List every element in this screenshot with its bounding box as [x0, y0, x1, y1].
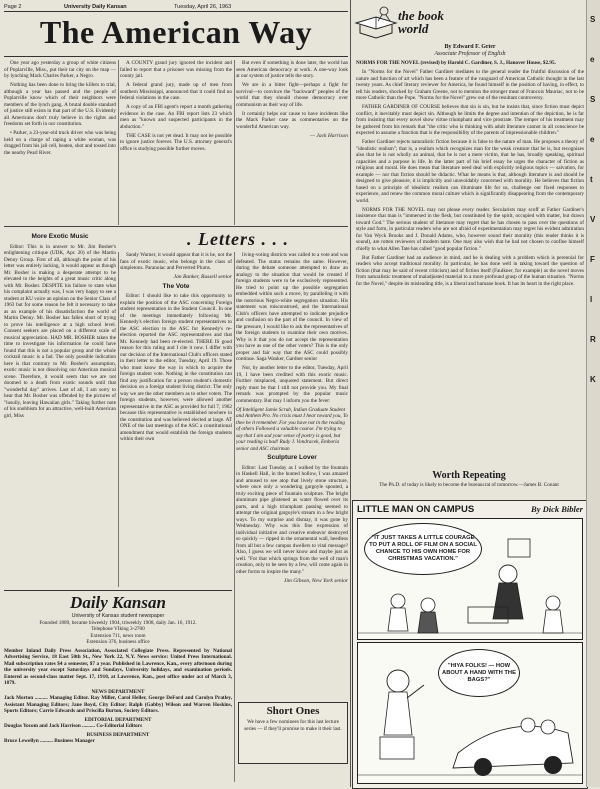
speech-balloon: "IT JUST TAKES A LITTLE COURAGE TO PUT A ROLL OF FILM ON A SOCIAL CHANCE TO HIS OWN HOME FOR CHRISTMAS VACATION." [364, 523, 482, 575]
masthead-line [4, 4, 348, 12]
book-world-title: the book world [398, 8, 444, 36]
kansan-member-info: Member Inland Daily Press Association, Associated Collegiate Press. Represented by National Advertising Service, 18 East 50th St., New York 22, N.Y. News service: United Press International. Mail subscription rates $4 a semester, $7 a year. Published in Lawrence, Kan., every afternoon during the university year except Saturdays and Sundays, University holidays, and examination periods. Entered as second-class matter Sept. 17, 1910, at Lawrence, Kan., post office under act of March 3, 1879. [4, 647, 232, 686]
letter-headline-exotic-music: More Exotic Music [31, 233, 89, 240]
editorial-paragraph: But even if something is done later, the world has seen American democracy at work. A one-way look at our system of justice tells the story. [236, 60, 348, 79]
page-number: Page 2 [4, 4, 22, 10]
editorial-paragraph: One year ago yesterday a group of white citizens of Poplarville, Miss., put their tar city on the map — by lynching Mack Charles Parker, a Negro. [4, 60, 116, 79]
book-review [356, 44, 584, 469]
letter-body-aside: Nor, by another letter to the editor, Tuesday, April 19, I have been credited with this exotic music. Further misplaced, unquoted statement. But direct reply must be that I still not provide you. My final remark was prompted by the popular music commentary. But may I inform you the fever: [236, 365, 348, 404]
kansan-telephone: Telephone VIking 3-2700 [91, 626, 145, 632]
column-rule [118, 252, 119, 587]
adjacent-page-fragment: Se Se t V F l R K [590, 15, 596, 384]
kansan-extension-business: Extension 376, business office [86, 639, 150, 645]
column-rule [234, 252, 235, 782]
kansan-extension: Extension 711, news room [90, 632, 146, 639]
short-ones-box [238, 702, 348, 764]
editorial-paragraph: We are in a bitter fight—perhaps a fight for survival—to convince the "backward" peoples of the world that they should choose democracy over communism as their way of life. [236, 82, 348, 108]
letter-poem: Of Intelligent Jamie Scrub, Indian Graduate Student and Anthem Pro. No crisis must I hear toward you, To thee be it remember. For you have not in the reading of others Followed a valuable course. I'm trying to say that I am sad your sense of poetry is good, but your reading is bad! Rudy J. Vondracek, Emboria senior and ASC chairman [236, 406, 348, 452]
letter-signature: Jim Gibson, New York senior [283, 577, 348, 584]
section-divider [350, 0, 351, 787]
editorial-paragraph: THE CASE is not yet dead. It may not be possible to ignore justice forever. The U.S. attorney general's office is studying possible further moves. [120, 132, 232, 152]
letters-column-1 [4, 232, 116, 572]
divider [4, 226, 348, 227]
review-book-line: NORMS FOR THE NOVEL (revised) by Harold C. Gardiner, S. J., Hanover House, $2.95. [356, 60, 556, 66]
kansan-nameplate: Daily Kansan [70, 593, 166, 612]
worth-repeating-quote: The Ph.D. of today is likely to become the bureaucrat of tomorrow.—James B. Conant [379, 482, 559, 488]
editorial-signature: — Jack Harrison [310, 132, 348, 139]
editorial-paragraph: • Parker, a 23-year-old truck driver who was being held on a charge of raping a white woman, was dragged from his jail cell, beaten, shot and tossed into the nearby Pearl River. [4, 130, 116, 156]
review-paragraph: In "Norms for the Novel" Father Gardiner mediates to the general reader the fruitful discussion of the nature and function of art which has been a feature of the vanguard of American Catholic thought in the last twenty years. As chief literary reviewer for America, he found himself in the position of having, in effect, to tell his readers, shocked by Graham Greene, not to mention the stronger meat of Francois Mauriac, not to be more Catholic than the Pope. "Norms for the Novel" grew out of the resultant controversy. [356, 69, 584, 101]
letter-body-living-districts: living-voting districts was called to a vote and was defeated. The status remains the same. However, during the debate someone attempted to draw an analogy to the situation that would be created if foreign students were to be exclusively represented. He tried to point up the possible segregation embedded within such a move, by paralleling it with the notorious Negro-white segregation situation. His statement was misconstrued, and the International Club's officers have attempted to indicate prejudice and confusion on the part of the council. In view of the pressure, I would like to ask the representatives of the foreign students to examine their own motives. Why is it that you do not accept the representation you have as one of the other voters? This is the only proper and fair way that the ASC could possibly continue. Saga Wanker, Gardner senior [236, 252, 348, 362]
kansan-editorial-dept: EDITORIAL DEPARTMENT [84, 716, 152, 723]
letter-body-sculpture: Editor: Last Tuesday as I walked by the fountain in Haskell Hall, in the hunted hollow, I was amazed and amused to see atop that lively stone structure, where once only a wondering gargoyle spouted, a truly exciting piece of fountain sculpture. The bright aluminum pipe glistened as water flowed over its parts, and a high triumphant passing seemed to attempt the original gargoyle's stream in a few bright ways. To my surprise and dismay, it was gone by Wednesday. Why was this fine expression of individual initiative and creative endeavor destroyed so quickly — ripped in the ornamental wall, heedless from all but a few campus dwellers to vital message? Also, I guess we will never know and maybe just as well. "For that which springs from the well of man's creation, only to be seen by a few, will come again in other forms to inspire the many." [236, 464, 348, 575]
kansan-news-dept: NEWS DEPARTMENT [91, 688, 145, 695]
editorial-column-1 [4, 60, 116, 225]
editorial-title: The American Way [4, 14, 348, 57]
short-ones-heading: Short Ones [266, 705, 320, 717]
editorial-paragraph: Nothing has been done to bring the killers to trial, although a year has passed and the people of Poplarville know which of their neighbors were members of the lynch gang. A brutal double standard of justice still exists in that part of the U.S. Evidently all Americans don't truly believe in the rights and freedoms set forth in our constitution. [4, 82, 116, 127]
review-paragraph: But Father Gardiner had an audience in mind, and he is dealing with a problem which is perennial for readers who accept traditional morality. In particular, he has done well in taking toward the question of fiction (that may be said of recent criticism) and of fiction itself (Faulkner, for example) as the novel moves from naturalistic treatment of maladjusted material to a more profound grasp of the human situation. "Norms for the Novel," despite its misleading title, is a liberal and humane book. It has its heart in the right place. [356, 254, 584, 287]
column-rule [234, 60, 235, 225]
review-paragraph: FATHER GARDINER OF COURSE believes that sin is sin, but he insists that, since fiction must depict conflict, it inevitably must depict sin. Although he limits the degree and intention of the depiction, he is far from insisting that every novel show virtue triumphant and vice prostrate. The temper of his treatment may be gathered from his remark that "the critic who is thinking with adult literature cannot in all conscience be expected to assume a function that is the responsibility of the parents of impressionable children." [356, 104, 584, 136]
cartoon-drawing-car [358, 643, 582, 783]
kansan-masthead-box [4, 590, 232, 786]
letter-headline-sculpture: Sculpture Lover [267, 454, 317, 461]
cartoon-panel-1 [357, 518, 583, 640]
letter-body-vote: Editor: I should like to take this opportunity to explain the position of the ASC concerning Foreign student representation in the Student Council. In one of the meetings immediately following Mr. Kennedy's election foreign student representatives to the ASC election to the ASC for Kennedy's re-election reported the ASC representatives and that Mr. Kennedy had been re-elected. THERE IS good reason for this ruling and I cite it now. I differ with our decision of the International Club's officers stated in their letter to the editor, Tuesday, April 19. Those who must know the way in which to acquire the foreign student vote. Nothing in the constitution can find any justification for a person student's domestic decision on a foreign student living district. The only way we are the other members as to other voters. The foreign students, however, were allowed another representative in the ASC as provided for full 7, 1962 because this representative is established nowhere in the constitution and was believed elected at large. AT ONE of the last meetings of the ASC a constitutional amendment that would establish the foreign students within their own [120, 293, 232, 442]
kansan-staff: Jack Morton .......... Managing Editor. Ray Miller, Carol Heller, George DeFord and Carolyn Pratley, Assistant Managing Editors; Jane Boyd, City Editor; Ralph (Gabby) Wilson and Warren Hoskins, Sports Editors; Carrie Edwards and Priscilla Burton, Society Editors. [4, 695, 232, 714]
short-ones-body: We have a few nominees for this last lecture series — if they'll promise to make it their last. [244, 719, 342, 732]
review-author-title: Associate Professor of English [434, 50, 506, 57]
book-world-logo [352, 3, 464, 45]
cartoon-drawing-classroom [358, 519, 582, 639]
letter-body-continued: Sandy Warner, it would appear that it is he, not the fans of exotic music, who belongs in the class of simpletons. Paranoiac and Perverted Plums. [120, 252, 232, 271]
editorial-column-2 [120, 60, 232, 225]
letter-body-exotic-music: Editor: This is in answer to Mr. Jim Bosher's enlightening critique (UDK, Apr. 20) of the Martin Denny Group. First of all, although the point of his letter was entirely lacking, it would appear as though Mr. Bosher is making a desperate attempt to be elevated to the heights of a great music critic along with Mr. Bosher. DESPITE his failure to state what his complaint actually was, I was very happy to see a student at KU voice an opinion on the Senior Class of 1963 but for some reason he felt it necessary to take as an example of his dissatisfaction the world of Martin Denny. Mr. Bosher has fallen short of trying to prove his intelligence at a high school level. Consent seekers are placed on a different scale of musical appreciation. HAD MR. BOSHER taken the time to investigate his information he could have found that this is not a popular group and the whole cocktail music is a fad. The only possible indication here is that contrary to Mr. Bosher's assumption, exotic music is not dissolving our American musical scene. Therefore, it would seem that we are not doomed to a death from exotic sounds until that "wonderful day" arrives. Last of all, I am sorry to hear that Mr. Bosher was offended by the pictures of "lusully, leaving Hawaiian girls." Taking further note of his snobbism for an attractive, well-built American girl, Miss [4, 243, 116, 419]
letter-headline-vote: The Vote [162, 282, 190, 290]
paper-name: University Daily Kansan [64, 4, 127, 10]
adjacent-page-edge [586, 0, 600, 787]
editorial-paragraph: A copy of an FBI agent's report a month gathering evidence in the case. An FBI report lists 23 which men as "known and suspected participants in the abduction." [120, 104, 232, 130]
speech-balloon: "HIYA FOLKS! — HOW ABOUT A HAND WITH THE BAGS?" [438, 649, 520, 697]
editorial-paragraph: A federal grand jury, made up of men from southern Mississippi, announced that it could find no federal violations in the case. [120, 82, 232, 101]
letters-column-2 [120, 252, 232, 587]
kansan-founded: Founded 1889, became biweekly 1904, triweekly 1908, daily Jan. 16, 1912. [39, 619, 197, 626]
kansan-co-editors: Douglas Yocom and Jack Harrison .......... Co-Editorial Editors [4, 723, 143, 729]
review-paragraph: Father Gardiner rejects naturalistic fiction because it is false to the nature of man. He proposes a theory of "idealistic realism"; that is, a realism which recognizes man for the weak creature that he is, but recognizes also that he is not wholly an animal, that he is not a mere victim, that he has, broadly speaking, spiritual capacities and a purpose in life. In the latter part of his brief essay he urges the character of fiction as religious and moral. He does mean that literature need deal with explicitly religious topics — salvation, for example — nor that fiction should be didactic. What he means is that, although literature is and should be designed to give pleasure, it is implicitly and unavoidably concerned with morality. He believes that fiction based on a principle of idealistic realism can illuminate life for us, challenge our fixed responses to experience, and renew the common moral culture which is significantly disappearing from the contemporary world. [356, 139, 584, 204]
worth-repeating-heading: Worth Repeating [432, 470, 506, 481]
letter-signature: Jan Banker, Russell senior [173, 274, 232, 280]
kansan-business-dept: BUSINESS DEPARTMENT [86, 731, 150, 738]
editorial-paragraph: A COUNTY grand jury ignored the incident and failed to report that a prisoner was missing from the county jail. [120, 60, 232, 79]
kansan-subtitle: University of Kansas student newspaper [71, 613, 165, 619]
kansan-business-manager: Bruce Lewellyn .......... Business Manager [4, 738, 95, 744]
review-author: By Edward F. Grier [444, 44, 496, 50]
cartoon-box [352, 500, 588, 789]
cartoon-panel-2 [357, 642, 583, 784]
editorial-column-3 [236, 60, 348, 225]
column-rule [118, 60, 119, 225]
cartoon-credit: By Dick Bibler [531, 504, 583, 514]
editorial-paragraph: It certainly helps our cause to have incidents like the Mack Parker case as commentaries on the wonderful American way. [236, 110, 348, 130]
letters-heading: . Letters . . . [187, 229, 289, 249]
review-paragraph: NORMS FOR THE NOVEL may not please every reader. Secularists may scoff at Father Gardiner's insistence that man is "immersed in the flesh, but constituted by the spirit, occupied with matter, but drawn toward God." The serious student of literature may regret that he has chosen to pass over the questions of style and form, in particular readers who are not afraid of experimentation may regret his evident admiration for Van Wyck Brooks and J. Donald Adams, who, however sound their morality (this reader thinks it is sound), are rotten reviewers of modern taste. One may also wish that he had not chosen to confine himself chiefly to what Allen Tate has called "good popular fiction." [356, 206, 584, 252]
worth-repeating-box [354, 470, 584, 498]
issue-date: Tuesday, April 26, 1963 [174, 4, 232, 10]
cartoon-title: LITTLE MAN ON CAMPUS [357, 504, 475, 515]
